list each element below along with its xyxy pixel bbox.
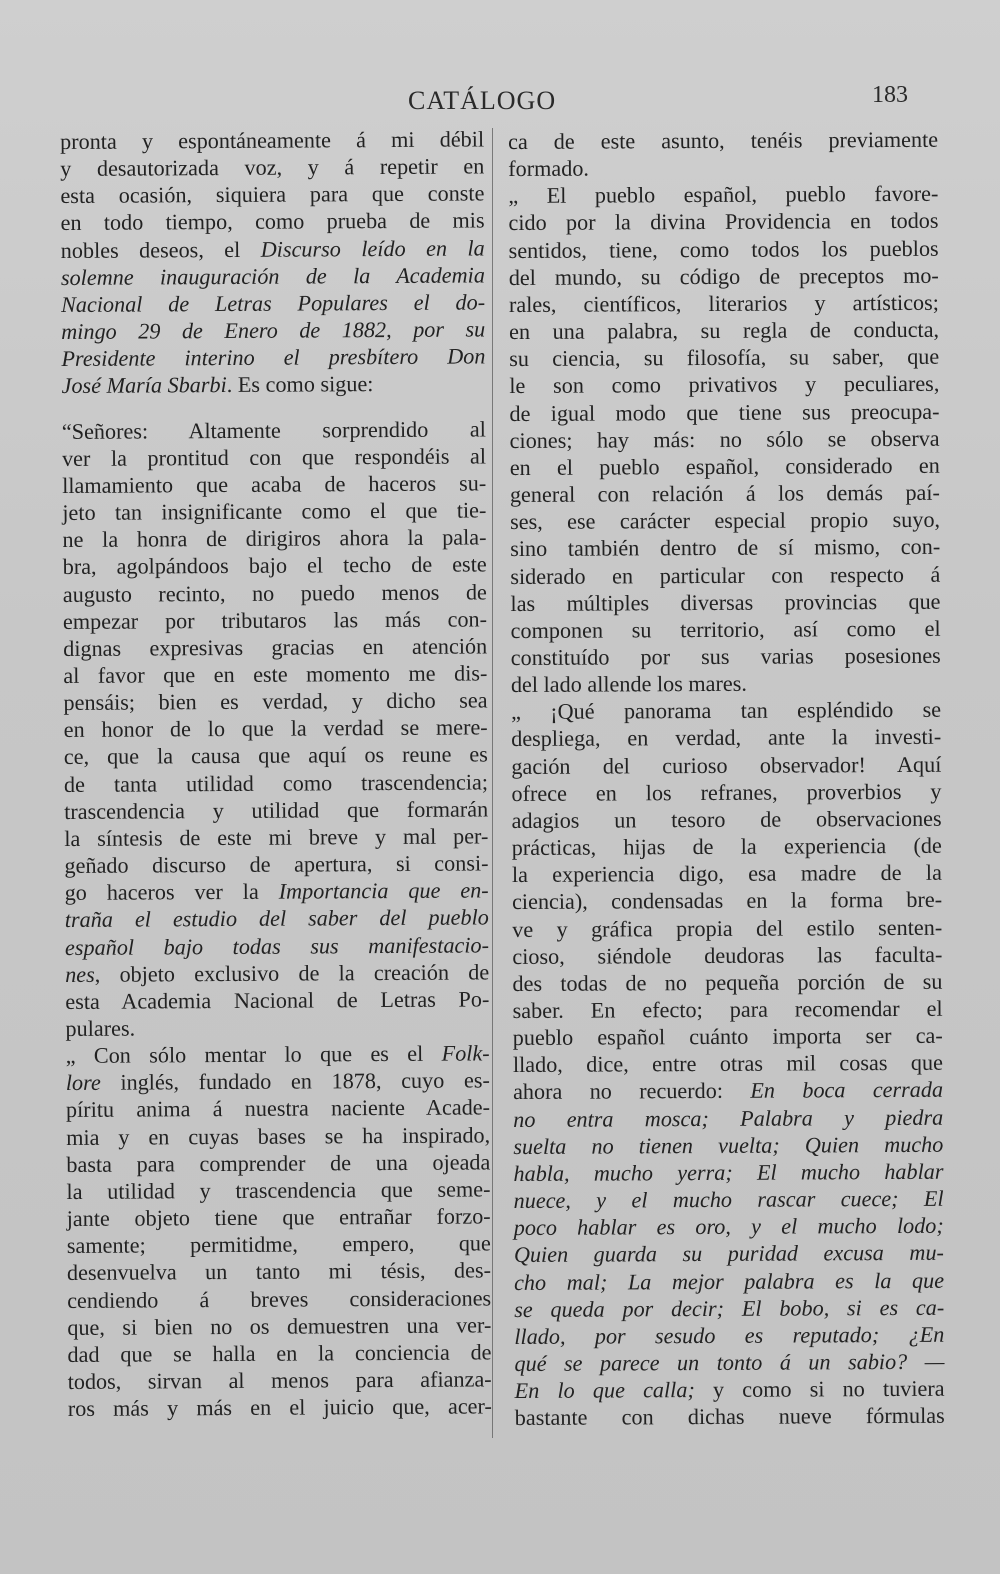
text: general con relación á los demás paí- <box>509 479 940 508</box>
text-line <box>67 1257 491 1287</box>
text-line <box>63 551 487 581</box>
text-line <box>65 904 489 934</box>
italic-text: nes <box>65 961 95 987</box>
italic-text: Importancia que en- <box>278 877 489 904</box>
text: le son como privativos y peculiares, <box>509 371 940 399</box>
text-line <box>64 741 488 771</box>
italic-text: solemne inauguración de la Academia <box>60 262 485 290</box>
text-line <box>508 180 938 209</box>
text-line <box>509 370 939 399</box>
text-line <box>510 587 940 616</box>
text-line <box>66 1040 490 1070</box>
text-line <box>514 1266 944 1295</box>
text-line <box>515 1402 945 1431</box>
text-line <box>66 1094 490 1124</box>
text-line <box>64 795 488 825</box>
text: siderado en particular con respecto á <box>510 561 941 589</box>
text-line <box>514 1321 944 1350</box>
text-line <box>512 886 942 915</box>
italic-text: qué se parece un tonto á un sabio? — <box>514 1348 945 1377</box>
text-line <box>62 442 486 472</box>
text-line <box>508 207 938 236</box>
text: de tanta utilidad como trascendencia; <box>63 768 489 797</box>
text: desenvuelva un tanto mi tésis, des- <box>66 1257 492 1286</box>
text: en el pueblo español, considerado en <box>509 452 940 480</box>
text-line <box>66 1175 490 1205</box>
text: basta para comprender de una ojeada <box>66 1149 491 1177</box>
italic-text: poco hablar es oro, y el mucho lodo; <box>513 1212 944 1241</box>
text-line <box>62 496 486 526</box>
text-line <box>514 1348 944 1377</box>
text-line <box>509 262 939 291</box>
text-line <box>511 723 941 752</box>
text: des todas de no pequeña porción de su <box>512 968 943 996</box>
text-line <box>512 968 942 997</box>
text: cendiendo á breves consideraciones <box>67 1284 492 1313</box>
text-line <box>511 615 941 644</box>
text: empezar por tributaros las más con- <box>62 606 488 634</box>
italic-text: llado, por sesudo es reputado; ¿En <box>514 1321 945 1349</box>
text-line <box>60 125 484 155</box>
text-line <box>513 1158 943 1187</box>
text-line <box>67 1230 491 1260</box>
text-line <box>510 506 940 535</box>
text: llamamiento que acaba de haceros su- <box>62 470 487 498</box>
text: en todo tiempo, como prueba de mis <box>60 207 485 236</box>
text: , objeto exclusivo de la creación de <box>94 959 490 987</box>
text-line <box>513 1131 943 1160</box>
text: „ ¡Qué panorama tan espléndido se <box>510 697 942 725</box>
text: inglés, fundado en 1878, cuyo es- <box>100 1067 490 1096</box>
text: augusto recinto, no puedo menos de <box>62 578 487 607</box>
text-line <box>509 343 939 372</box>
text: trascendencia y utilidad que formarán <box>64 796 489 824</box>
text-line <box>60 207 484 237</box>
italic-text: lore <box>65 1070 101 1096</box>
text: “Señores: Altamente sorprendido al <box>61 415 486 444</box>
italic-text: Presidente interino el presbítero Don <box>61 343 486 372</box>
text: en una palabra, su regla de conducta, <box>509 316 940 345</box>
text-line <box>66 1148 490 1178</box>
text-line <box>68 1393 492 1423</box>
text-line <box>62 469 486 499</box>
text: jante objeto tiene que entrañar forzo- <box>66 1203 491 1232</box>
text: gación del curioso observador! Aquí <box>511 751 942 779</box>
text-line <box>508 153 938 182</box>
text: dignas expresivas gracias en atención <box>63 633 488 661</box>
text: despliega, en verdad, ante la investi- <box>511 724 942 752</box>
text: ciones; hay más: no sólo se observa <box>509 425 940 453</box>
text-line <box>61 288 485 318</box>
text: ver la prontitud con que respondéis al <box>61 443 487 471</box>
text-line <box>68 1365 492 1395</box>
text-line <box>513 995 943 1024</box>
text-line <box>66 1067 490 1097</box>
text: jeto tan insignificante como el que tie- <box>62 497 487 526</box>
text-line <box>511 669 941 698</box>
text-line <box>65 958 489 988</box>
text-line <box>512 913 942 942</box>
text-line <box>509 234 939 263</box>
italic-text: mingo 29 de Enero de 1882, por su <box>61 316 486 345</box>
text: samente; permitidme, empero, que <box>66 1230 491 1259</box>
text: las múltiples diversas provincias que <box>510 588 941 616</box>
text: dad que se halla en la conciencia de <box>67 1339 492 1367</box>
text-line <box>60 153 484 183</box>
italic-text: José María Sbarbi <box>61 372 227 399</box>
text: rales, científicos, literarios y artísticos; <box>508 289 939 317</box>
text: saber. En efecto; para recomendar el <box>512 995 943 1023</box>
text-line <box>62 415 486 445</box>
text: geñado discurso de apertura, si consi- <box>64 850 489 879</box>
text-line <box>513 1076 943 1105</box>
text: pronta y espontáneamente á mi débil <box>60 126 485 154</box>
text: en honor de lo que la verdad se mere- <box>63 714 488 743</box>
text: píritu anima á nuestra naciente Acade- <box>65 1094 491 1123</box>
text-line <box>61 261 485 291</box>
text: todos, sirvan al menos para afianza- <box>67 1366 492 1395</box>
text: esta ocasión, siquiera para que conste <box>60 180 485 209</box>
text: ne la honra de dirigiros ahora la pala- <box>62 524 487 553</box>
text: ca de este asunto, tenéis previamente <box>508 126 939 154</box>
text: sino también dentro de sí mismo, con- <box>510 534 941 562</box>
italic-text: traña el estudio del saber del pueblo <box>64 904 489 933</box>
text-line <box>510 533 940 562</box>
italic-text: se queda por decir; El bobo, si es ca- <box>514 1294 945 1322</box>
text: que, si bien no os demuestren una ver- <box>67 1312 492 1340</box>
text-line <box>67 1284 491 1314</box>
italic-text: Quien guarda su puridad excusa mu- <box>513 1240 944 1268</box>
text-line <box>511 642 941 671</box>
text: „ Con sólo mentar lo que es el <box>65 1040 442 1069</box>
text-line <box>65 985 489 1015</box>
text: y desautorizada voz, y á repetir en <box>60 153 485 182</box>
italic-text: En lo que calla; <box>514 1377 695 1404</box>
text-line <box>514 1239 944 1268</box>
text-line <box>512 859 942 888</box>
text-line <box>510 424 940 453</box>
text: llado, dice, entre otras mil cosas que <box>512 1050 943 1078</box>
text-line <box>513 1049 943 1078</box>
text: . Es como sigue: <box>226 371 374 398</box>
text: „ El pueblo español, pueblo favore- <box>508 181 939 209</box>
text: constituído por sus varias posesiones <box>510 642 941 670</box>
text: cido por la divina Providencia en todos <box>508 208 939 236</box>
text: ros más y más en el juicio que, acer- <box>67 1393 492 1422</box>
text: la experiencia digo, esa madre de la <box>511 859 942 888</box>
text-line <box>62 524 486 554</box>
italic-text: nuece, y el mucho rascar cuece; El <box>513 1185 944 1214</box>
italic-text: En boca cerrada <box>750 1077 944 1104</box>
text: mia y en cuyas bases se ha inspirado, <box>66 1122 491 1150</box>
text-line <box>67 1202 491 1232</box>
text: su ciencia, su filosofía, su saber, que <box>509 343 940 372</box>
text-line <box>63 632 487 662</box>
text-line <box>64 849 488 879</box>
text-line <box>512 805 942 834</box>
text: componen su territorio, así como el <box>510 615 941 643</box>
text: ce, que la causa que aquí os reune es <box>63 741 488 770</box>
text: la síntesis de este mi breve y mal per- <box>64 823 489 851</box>
text-line <box>63 659 487 689</box>
text-line <box>513 1022 943 1051</box>
italic-text: Nacional de Letras Populares el do- <box>61 289 486 317</box>
text-line <box>511 777 941 806</box>
italic-text: cho mal; La mejor palabra es la que <box>513 1267 945 1295</box>
text-line <box>511 696 941 725</box>
text-line <box>61 370 485 400</box>
text-line <box>515 1375 945 1404</box>
italic-text: Discurso leído en la <box>260 235 485 262</box>
text: pueblo español cuánto importa ser ca- <box>512 1022 943 1051</box>
text-line <box>61 234 485 264</box>
text: de igual modo que tiene sus preocupa- <box>509 398 940 426</box>
text-line <box>67 1311 491 1341</box>
text: sentidos, tiene, como todos los pueblos <box>508 235 939 263</box>
text: al favor que en este momento me dis- <box>63 660 488 688</box>
italic-text: no entra mosca; Palabra y piedra <box>513 1104 944 1132</box>
text-line <box>509 397 939 426</box>
text: y como si no tuviera <box>694 1375 945 1403</box>
text-line <box>65 877 489 907</box>
text-line <box>65 1012 489 1042</box>
text: la utilidad y trascendencia que seme- <box>66 1176 491 1204</box>
left-column <box>60 125 492 1422</box>
text-line <box>514 1293 944 1322</box>
text-line <box>514 1212 944 1241</box>
text-line <box>510 479 940 508</box>
text: cioso, siéndole deudoras las faculta- <box>512 941 943 969</box>
text: pensáis; bien es verdad, y dicho sea <box>63 687 488 716</box>
text: pulares. <box>65 1015 136 1041</box>
text-line <box>61 316 485 346</box>
text-line <box>510 560 940 589</box>
text: nobles deseos, el <box>60 236 261 263</box>
text-line <box>64 714 488 744</box>
text: ofrece en los refranes, proverbios y <box>511 778 942 806</box>
text-line <box>513 1103 943 1132</box>
italic-text: habla, mucho yerra; El mucho hablar <box>513 1158 944 1186</box>
text: go haceros ver la <box>64 878 279 906</box>
text-line <box>65 931 489 961</box>
text: ses, ese carácter especial propio suyo, <box>509 506 941 535</box>
text-line <box>512 832 942 861</box>
text-line <box>509 316 939 345</box>
text-line <box>514 1185 944 1214</box>
text: prácticas, hijas de la experiencia (de <box>511 832 942 861</box>
right-column <box>508 126 945 1432</box>
text-line <box>60 180 484 210</box>
page-number: 183 <box>872 82 908 108</box>
text: ahora no recuerdo: <box>512 1078 751 1105</box>
text-line <box>63 687 487 717</box>
text: del lado allende los mares. <box>510 670 747 698</box>
text-line <box>67 1338 491 1368</box>
text-line <box>512 940 942 969</box>
italic-text: Folk- <box>441 1040 490 1066</box>
text: bastante con dichas nueve fórmulas <box>514 1403 945 1431</box>
text: del mundo, su código de preceptos mo- <box>508 262 939 290</box>
text-line <box>64 822 488 852</box>
text-line <box>63 578 487 608</box>
text-line <box>508 126 938 155</box>
italic-text: suelta no tienen vuelta; Quien mucho <box>513 1131 944 1159</box>
text-line <box>64 768 488 798</box>
text: adagios un tesoro de observaciones <box>511 805 942 833</box>
text: bra, agolpándoos bajo el techo de este <box>62 551 487 580</box>
running-title: CATÁLOGO <box>408 86 557 115</box>
page-header <box>0 82 1000 122</box>
text: ciencia), condensadas en la forma bre- <box>511 887 943 915</box>
italic-text: español bajo todas sus manifestacio- <box>64 931 490 960</box>
text-line <box>66 1121 490 1151</box>
text: esta Academia Nacional de Letras Po- <box>65 986 490 1014</box>
text-line <box>509 289 939 318</box>
text: ve y gráfica propia del estilo senten- <box>512 914 943 942</box>
text-line <box>61 343 485 373</box>
text-line <box>511 750 941 779</box>
text-line <box>510 452 940 481</box>
text: formado. <box>508 155 589 182</box>
column-divider <box>492 128 493 1438</box>
text-line <box>63 605 487 635</box>
